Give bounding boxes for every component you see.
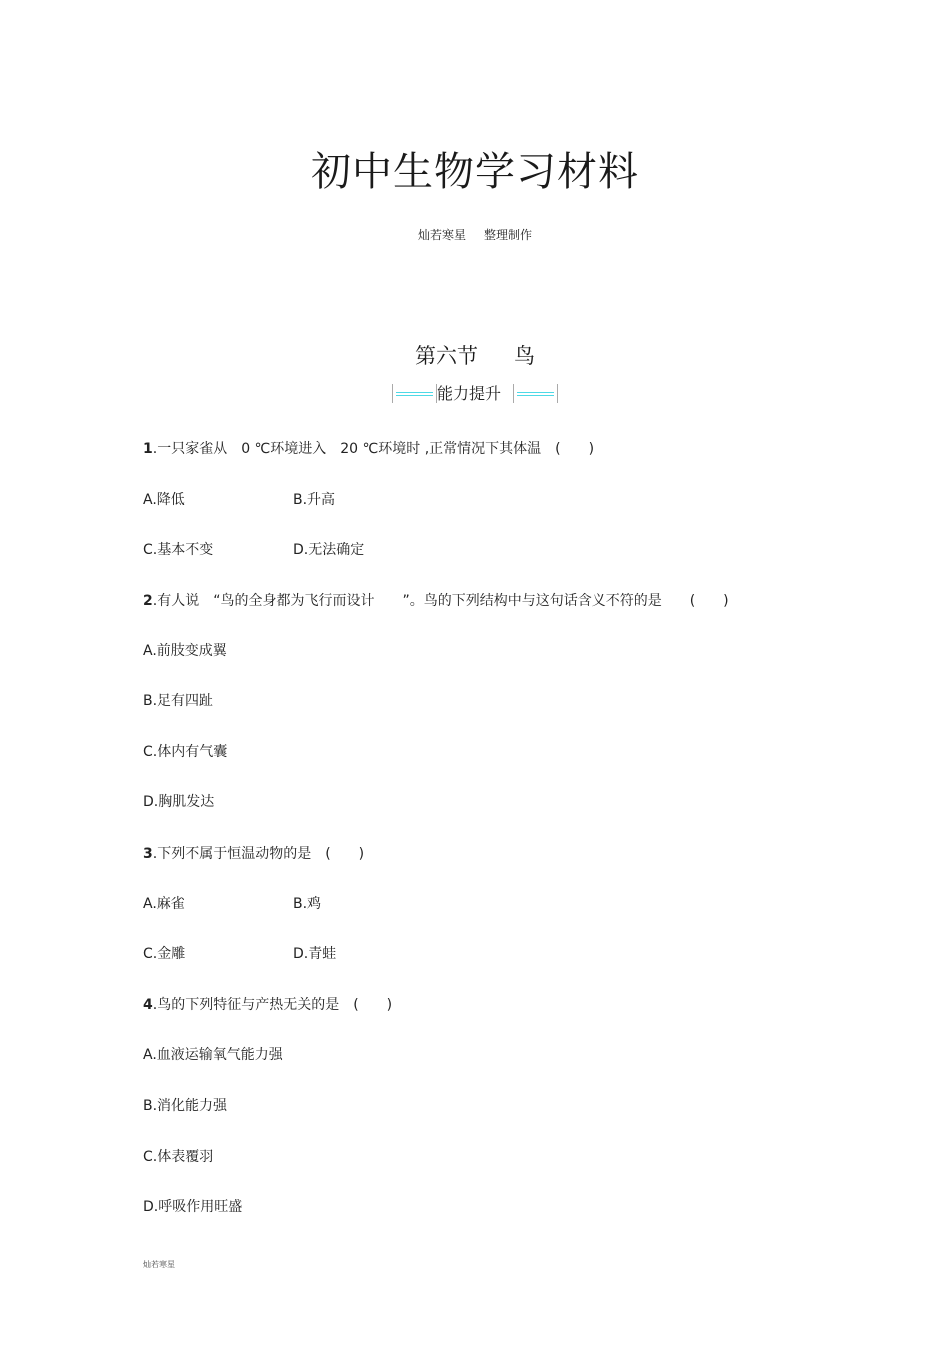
option-2a: A.前肢变成翼 [143,643,227,659]
author-note: 整理制作 [484,228,533,242]
option-4a: A.血液运输氧气能力强 [143,1047,283,1063]
banner-label: 能力提升 [437,384,502,403]
banner-decoration-right [513,384,558,403]
question-number: 1 [143,441,153,457]
ability-banner [392,384,558,404]
option-2b: B.足有四趾 [143,693,214,709]
question-number: 2 [143,593,153,609]
section-title [0,340,950,370]
option-3d: D.青蛙 [293,946,337,962]
option-4d: D.呼吸作用旺盛 [143,1199,243,1215]
question-text: .一只家雀从 0 ℃环境进入 20 ℃环境时 ,正常情况下其体温 ( ) [152,441,595,457]
author-name: 灿若寒星 [417,228,466,242]
option-2d: D.胸肌发达 [143,794,215,810]
question-3 [143,843,364,863]
section-number: 第六节 [415,344,478,368]
question-text: .下列不属于恒温动物的是 ( ) [152,846,365,862]
question-4 [143,994,392,1014]
question-text: .鸟的下列特征与产热无关的是 ( ) [152,997,393,1013]
page-footer: 灿若寒星 [143,1260,175,1269]
question-number: 3 [143,846,153,862]
question-1 [143,438,594,458]
document-title: 初中生物学习材料 [311,149,639,195]
option-2c: C.体内有气囊 [143,744,228,760]
section-name: 鸟 [514,344,535,368]
option-1c: C.基本不变 [143,542,214,558]
option-3a: A.麻雀 [143,896,185,912]
option-1d: D.无法确定 [293,542,365,558]
banner-decoration-left [392,384,437,403]
option-3c: C.金雕 [143,946,186,962]
question-number: 4 [143,997,153,1013]
question-text: .有人说 “鸟的全身都为飞行而设计 ”。鸟的下列结构中与这句话含义不符的是 ( ) [152,593,729,609]
option-4c: C.体表覆羽 [143,1149,214,1165]
author-line [0,226,950,243]
option-3b: B.鸡 [293,896,322,912]
option-4b: B.消化能力强 [143,1098,228,1114]
question-2 [143,590,729,610]
option-1b: B.升高 [293,492,336,508]
option-1a: A.降低 [143,492,185,508]
